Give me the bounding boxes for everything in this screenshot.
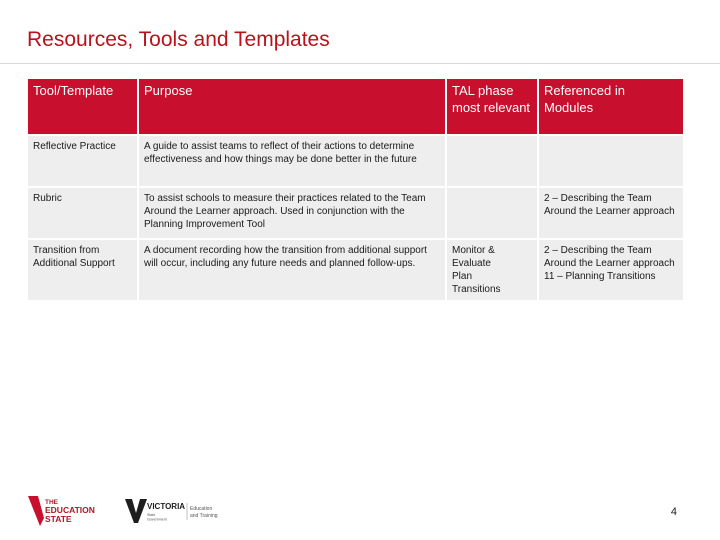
cell-modules [539,136,683,186]
svg-text:THE: THE [45,499,58,506]
cell-phase: Monitor & Evaluate Plan Transitions [447,240,537,300]
svg-text:STATE: STATE [45,514,72,524]
table-row [28,188,683,238]
cell-modules: 2 – Describing the Team Around the Learner approach 11 – Planning Transitions [539,240,683,300]
cell-tool: Reflective Practice [28,136,137,186]
svg-text:Education: Education [190,506,213,512]
cell-phase [447,136,537,186]
svg-text:Government: Government [147,517,167,522]
cell-purpose: To assist schools to measure their practices related to the Team Around the Learner approach. Used in conjunction with the Planning Improvement Tool [139,188,445,238]
cell-phase [447,188,537,238]
title-divider [0,63,720,64]
table-header-row [28,79,683,134]
header-modules: Referenced in Modules [539,79,683,134]
cell-purpose: A guide to assist teams to reflect of their actions to determine effectiveness and how things may be done better in the future [139,136,445,186]
cell-modules: 2 – Describing the Team Around the Learner approach [539,188,683,238]
table-row [28,240,683,300]
svg-text:and Training: and Training [190,513,218,519]
cell-purpose: A document recording how the transition from additional support will occur, including any future needs and planned follow-ups. [139,240,445,300]
victoria-government-logo [125,496,221,526]
svg-text:VICTORIA: VICTORIA [147,502,186,511]
header-tal-phase: TAL phase most relevant [447,79,537,134]
page-title: Resources, Tools and Templates [27,28,330,51]
header-tool: Tool/Template [28,79,137,134]
cell-tool: Transition from Additional Support [28,240,137,300]
header-purpose: Purpose [139,79,445,134]
svg-text:EDUCATION: EDUCATION [45,505,95,515]
table-row [28,136,683,186]
svg-text:State: State [147,513,156,517]
education-state-logo [28,496,108,526]
page-number: 4 [670,506,677,518]
resources-table [26,77,685,302]
cell-tool: Rubric [28,188,137,238]
